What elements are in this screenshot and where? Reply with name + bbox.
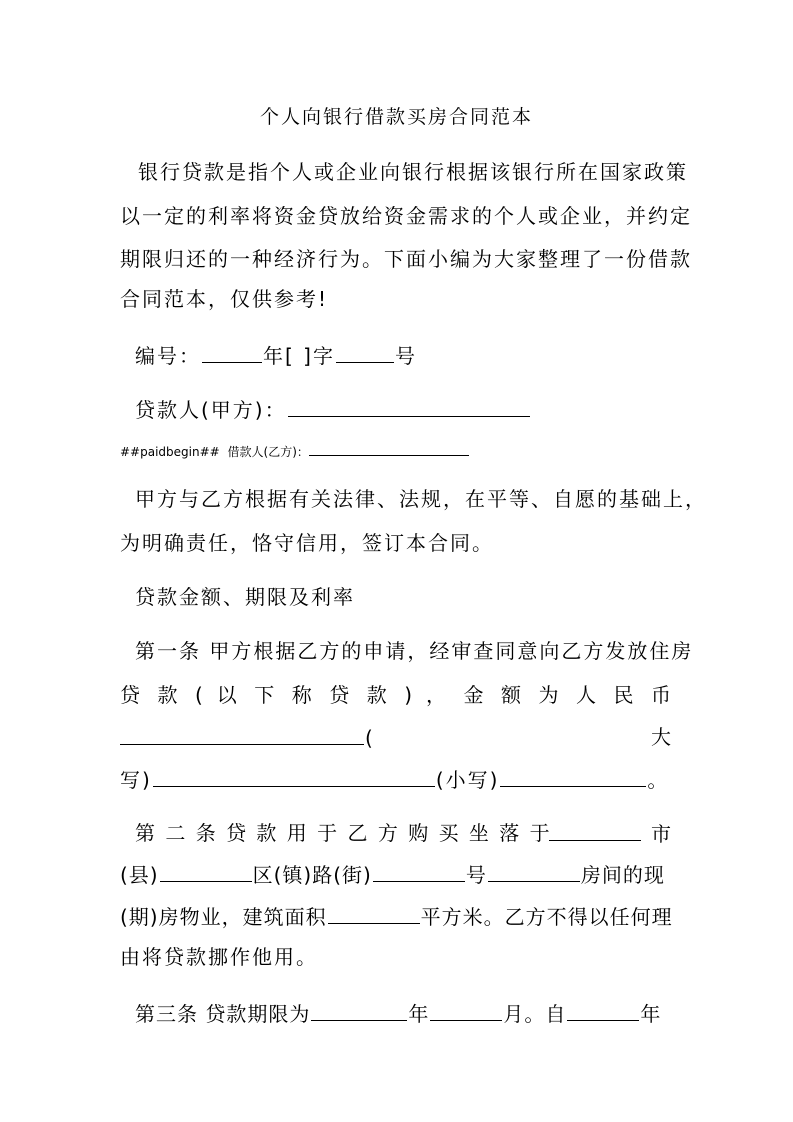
number-blank-year	[202, 338, 262, 363]
page-title: 个人向银行借款买房合同范本	[259, 106, 533, 128]
lender-line	[135, 392, 531, 427]
article3-line-1	[135, 996, 673, 1031]
article2-property: (期)房物业，建筑面积	[120, 905, 327, 929]
number-year-text: 年[ ]字	[263, 344, 335, 368]
borrower-label: 借款人(乙方)：	[227, 445, 309, 459]
paid-marker: ##paidbegin##	[120, 445, 220, 459]
number-label: 编号：	[135, 344, 201, 368]
borrower-line	[120, 443, 469, 461]
article2-county: (县)	[120, 863, 159, 887]
article2-number: 号	[465, 863, 487, 887]
article2-line-4: 由将贷款挪作他用。	[120, 945, 318, 969]
article3-year: 年	[408, 1002, 430, 1026]
intro-line-3: 期限归还的一种经济行为。下面小编为大家整理了一份借款	[120, 247, 692, 271]
city-blank	[549, 816, 641, 841]
principle-line-1: 甲方与乙方根据有关法律、法规，在平等、自愿的基础上，	[135, 487, 707, 511]
article3-year2: 年	[640, 1002, 662, 1026]
borrower-blank	[309, 443, 469, 456]
contract-number-line	[135, 338, 417, 373]
article1-line-1: 第一条 甲方根据乙方的申请，经审查同意向乙方发放住房	[135, 639, 694, 663]
start-year-blank	[567, 996, 639, 1021]
number-blank	[488, 857, 580, 882]
term-months-blank	[430, 996, 502, 1021]
term-years-blank	[311, 996, 407, 1021]
lender-blank	[288, 392, 530, 417]
principle-line-2: 为明确责任，恪守信用，签订本合同。	[120, 531, 494, 555]
amount-blank-digits	[500, 762, 646, 787]
article2-room: 房间的现	[580, 863, 665, 887]
article1-line-2: 贷 款 ( 以 下 称 贷 款 ) ， 金 额 为 人 民 币	[120, 683, 673, 707]
intro-line-4: 合同范本，仅供参考!	[120, 287, 329, 311]
article1-line-3	[120, 720, 673, 755]
intro-line-1: 银行贷款是指个人或企业向银行根据该银行所在国家政策	[138, 160, 688, 184]
article2-text: 第 二 条 贷 款 用 于 乙 方 购 买 坐 落 于	[135, 821, 552, 845]
article1-write: 写)	[120, 768, 152, 792]
lender-label: 贷款人(甲方)：	[135, 398, 287, 422]
article1-big: 大	[651, 725, 673, 749]
county-blank	[160, 857, 252, 882]
article2-city: 市	[651, 822, 673, 846]
article2-line-3	[120, 899, 673, 934]
article2-area: 平方米。乙方不得以任何理	[420, 905, 673, 929]
article1-small: (小写)	[435, 768, 500, 792]
amount-blank-big	[120, 720, 364, 745]
area-blank	[328, 899, 420, 924]
section-heading: 贷款金额、期限及利率	[135, 585, 355, 609]
article3-month: 月。自	[503, 1002, 567, 1026]
intro-line-2: 以一定的利率将资金贷放给资金需求的个人或企业，并约定	[120, 204, 692, 228]
article2-city-group	[548, 816, 673, 851]
article1-end: 。	[647, 768, 670, 792]
number-blank-seq	[336, 338, 394, 363]
article2-line-2	[120, 857, 673, 892]
number-suffix: 号	[394, 344, 417, 368]
article3-label: 第三条 贷款期限为	[135, 1002, 311, 1026]
article1-paren: (	[365, 726, 375, 750]
article1-line-4	[120, 762, 673, 797]
article2-district: 区(镇)路(街)	[252, 863, 372, 887]
street-blank	[373, 857, 465, 882]
amount-blank-words	[153, 762, 435, 787]
article2-line-1	[135, 816, 673, 850]
